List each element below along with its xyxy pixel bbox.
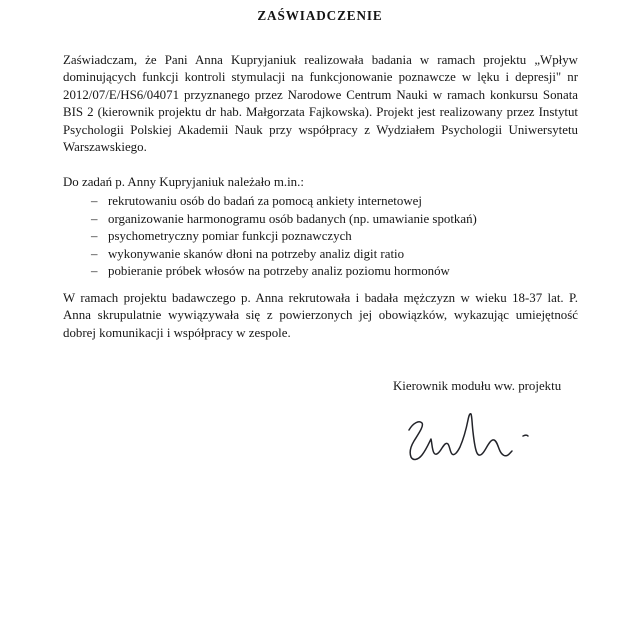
intro-paragraph: Zaświadczam, że Pani Anna Kupryjaniuk realizowała badania w ramach projektu „Wpływ dominujących funkcji kontroli stymulacji na funkcjonowanie poznawcze w lęku i depresji" nr 2012/07/E/HS6/04071 przyznanego przez Narodowe Centrum Nauki w ramach konkursu Sonata BIS 2 (kierownik projektu dr hab. Małgorzata Fajkowska). Projekt jest realizowany przez Instytut Psychologii Polskiej Akademii Nauk przy współpracy z Wydziałem Psychologii Uniwersytetu Warszawskiego. bbox=[63, 53, 578, 155]
list-item bbox=[63, 211, 578, 229]
document-title: ZAŚWIADCZENIE bbox=[257, 8, 383, 23]
bullet-dash-icon: – bbox=[91, 264, 98, 279]
bullet-dash-icon: – bbox=[91, 246, 98, 261]
list-item-label: rekrutowaniu osób do badań za pomocą ankiety internetowej bbox=[108, 194, 422, 208]
list-item bbox=[63, 193, 578, 211]
list-item-label: wykonywanie skanów dłoni na potrzeby analiz digit ratio bbox=[108, 246, 405, 261]
list-item bbox=[63, 246, 578, 264]
list-item bbox=[63, 228, 578, 246]
tasks-list bbox=[63, 193, 578, 281]
bullet-dash-icon: – bbox=[91, 211, 98, 226]
list-item-label: psychometryczny pomiar funkcji poznawczych bbox=[108, 229, 352, 244]
tasks-lead-line: Do zadań p. Anny Kupryjaniuk należało m.in.: bbox=[63, 175, 304, 189]
list-item bbox=[63, 263, 578, 281]
list-item-label: organizowanie harmonogramu osób badanych (np. umawianie spotkań) bbox=[108, 211, 477, 226]
bullet-dash-icon: – bbox=[91, 229, 98, 244]
bullet-dash-icon: – bbox=[91, 194, 98, 208]
summary-paragraph: W ramach projektu badawczego p. Anna rekrutowała i badała mężczyzn w wieku 18-37 lat. P. Anna skrupulatnie wywiązywała się z powierzonych jej obowiązków, wykazując umiejętność dobrej komunikacji i współpracy w zespole. bbox=[63, 291, 578, 340]
handwritten-signature-icon bbox=[405, 410, 545, 472]
signature-caption: Kierownik modułu ww. projektu bbox=[393, 379, 562, 393]
signature-block bbox=[393, 378, 623, 395]
list-item-label: pobieranie próbek włosów na potrzeby analiz poziomu hormonów bbox=[108, 264, 450, 279]
